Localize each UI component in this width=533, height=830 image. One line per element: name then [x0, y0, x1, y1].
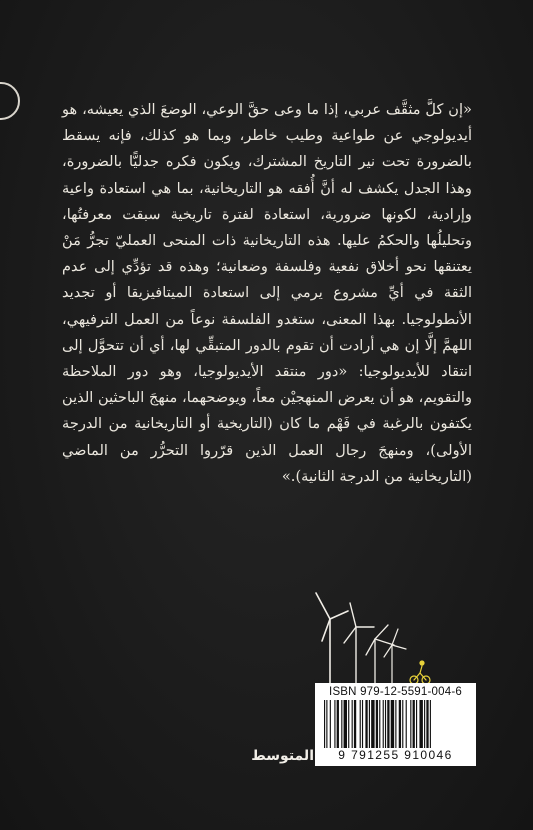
- publisher-logo: المتوسط: [251, 748, 314, 764]
- barcode-bar: [348, 700, 349, 748]
- barcode-bar: [337, 700, 339, 748]
- wind-turbine-icon: [366, 625, 394, 685]
- barcode-bar: [399, 700, 401, 748]
- barcode-bar: [406, 700, 407, 748]
- barcode-bar: [330, 700, 331, 748]
- barcode-bar: [341, 700, 342, 748]
- isbn-label: ISBN 979-12-5591-004-6: [329, 686, 462, 698]
- circle-outline-icon: [0, 82, 20, 120]
- barcode-bar: [362, 700, 363, 748]
- isbn-barcode: [315, 683, 476, 766]
- barcode-bar: [385, 700, 386, 748]
- barcode-bar: [379, 700, 380, 748]
- barcode-bar: [430, 700, 431, 748]
- barcode-bar: [371, 700, 374, 748]
- ean-digits: 9 791255 910046: [338, 748, 453, 762]
- barcode-bar: [419, 700, 422, 748]
- barcode-bar: [402, 700, 403, 748]
- barcode-bar: [365, 700, 367, 748]
- barcode-bar: [324, 700, 325, 748]
- barcode-bar: [424, 700, 425, 748]
- barcode-bar: [383, 700, 384, 748]
- back-cover-blurb: «إن كلَّ مثقَّف عربي، إذا ما وعى حقَّ الوعي، الوضعَ الذي يعيشه، هو أيديولوجي عن طواعية وطيب خاطر، وبما هو كذلك، فإنه يسقط بالضرورة تحت نير التاريخ المشترك، ويكون فكره جدليًّا بالضرورة، وهذا الجدل يكشف له أنَّ أُفقه هو التاريخانية، بما هي استعادة واعية وإرادية، لكونها ضرورية، استعادة لفترة تاريخية سبقت معرفتُها، وتحليلُها والحكمُ عليها. هذه التاريخانية ذات المنحى العمليّ تجرُّ مَنْ يعتنقها نحو أخلاق نفعية وفلسفة وضعانية؛ وهذه قد تؤدِّي إلى عدم الثقة في أيِّ مشروع يرمي إلى استعادة الميتافيزيقا أو تجديد الأنطولوجيا. بهذا المعنى، ستغدو الفلسفة نوعاً من العمل الترفيهي، اللهمَّ إلَّا إن هي أرادت أن تقوم بالدور المتبقِّي لها، أي أن تتحوَّل إلى انتقاد للأيديولوجيا: «دور منتقد الأيديولوجيا، وهو دور الملاحظة والتقويم، هو أن يعرض المنهجيْن معاً، ويوضحهما، منهجَ الباحثين الذين يكتفون بالرغبة في فَهْم ما كان (التاريخية أو التاريخانية من الدرجة الأولى)، ومنهجَ رجال العمل الذين قرّروا التحرُّر من الماضي (التاريخانية من الدرجة الثانية).»: [62, 101, 472, 485]
- barcode-bar: [416, 700, 417, 748]
- barcode-bar: [326, 700, 327, 748]
- barcode-bar: [344, 700, 347, 748]
- barcode-bar: [360, 700, 361, 748]
- barcode-bar: [376, 700, 378, 748]
- barcode-bar: [426, 700, 428, 748]
- cyclist-icon: [410, 661, 430, 684]
- barcode-bar: [369, 700, 370, 748]
- barcode-bar: [413, 700, 415, 748]
- wind-turbine-icon: [384, 629, 406, 685]
- barcode-bar: [387, 700, 389, 748]
- wind-turbines-and-cyclist-illustration: [300, 585, 440, 690]
- barcode-bar: [352, 700, 353, 748]
- barcode-bar: [395, 700, 396, 748]
- barcode-bar: [391, 700, 394, 748]
- barcode-bars: [322, 700, 469, 748]
- wind-turbine-icon: [316, 593, 348, 685]
- barcode-bar: [354, 700, 356, 748]
- wind-turbine-icon: [344, 603, 374, 685]
- barcode-bar: [334, 700, 335, 748]
- barcode-bar: [410, 700, 411, 748]
